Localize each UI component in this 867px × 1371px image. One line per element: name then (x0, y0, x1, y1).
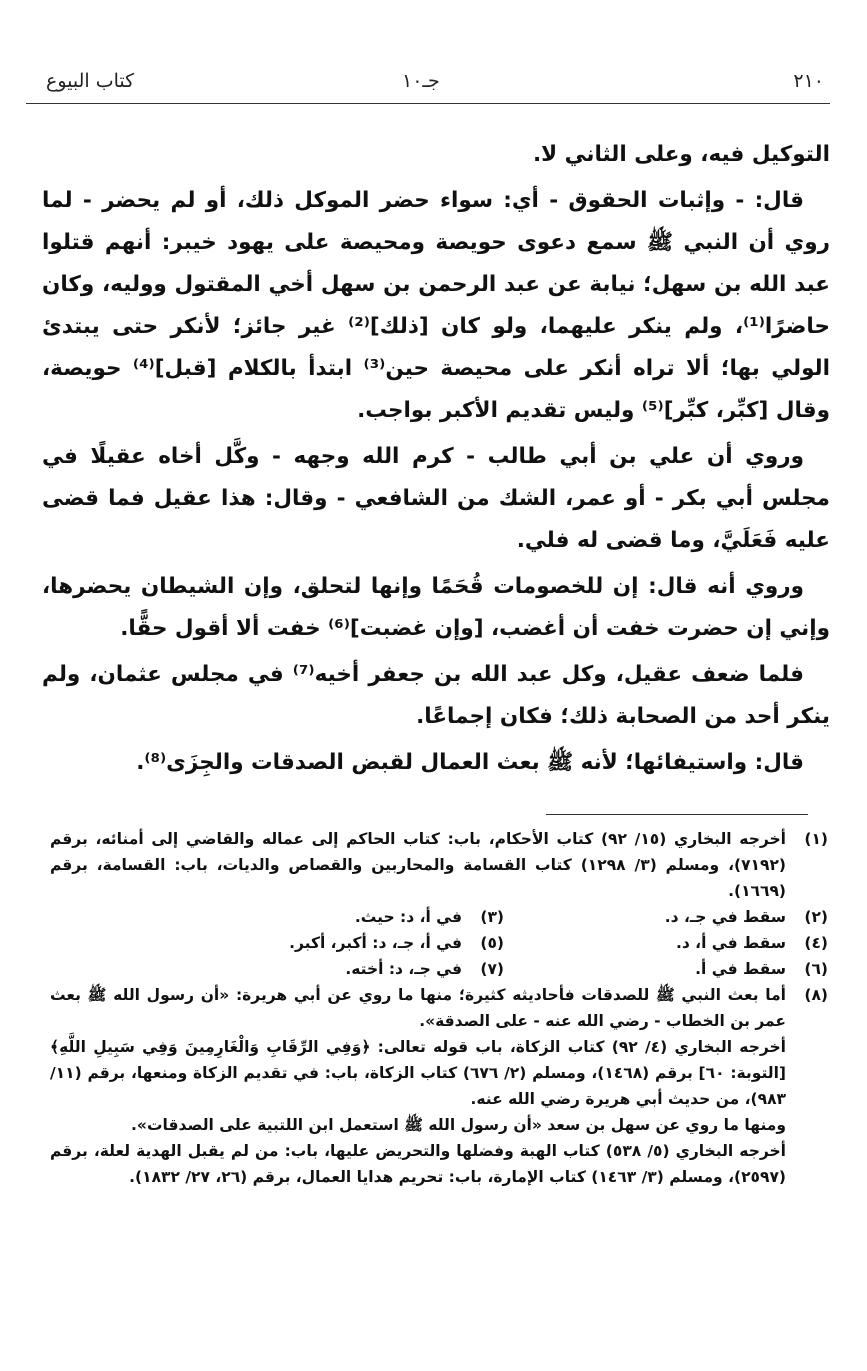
footnote-text: أخرجه البخاري (١٥/ ٩٢) كتاب الأحكام، باب: كتاب الحاكم إلى عماله والقاضي إلى أمنائه، برقم (٧١٩٢)، ومسلم (٣/ ١٢٩٨) كتاب القسامة والمحاربين والقصاص والديات، باب: القسامة، برقم (١٦٦٩). (50, 830, 786, 900)
footnote-number: (١) (804, 830, 828, 848)
footnotes (50, 826, 828, 1190)
footnote-text: سقط في أ، د. (675, 934, 786, 952)
footnote-number: (٥) (480, 934, 504, 952)
footnote-number: (٣) (480, 908, 504, 926)
paragraph: قال: - وإثبات الحقوق - أي: سواء حضر الموكل ذلك، أو لم يحضر - لما روي أن النبي ﷺ سمع دعوى حويصة ومحيصة على يهود خيبر: أنهم قتلوا عبد الله بن سهل؛ نيابة عن عبد الرحمن بن سهل أخي المقتول ووليه، وكان حاضرًا⁽¹⁾، ولم ينكر عليهما، ولو كان [ذلك]⁽²⁾ غير جائز؛ لأنكر حتى يبتدئ الولي بها؛ ألا تراه أنكر على محيصة حين⁽³⁾ ابتدأ بالكلام [قبل]⁽⁴⁾ حويصة، وقال [كبِّر، كبِّر]⁽⁵⁾ وليس تقديم الأكبر بواجب. (42, 188, 830, 423)
footnote-text: في أ، د: حيث. (354, 908, 462, 926)
volume-number: جـ١٠ (402, 70, 440, 92)
footnote-text: سقط في أ. (695, 960, 786, 978)
footnote-pair (50, 930, 828, 956)
main-text (42, 134, 830, 788)
footnote (504, 956, 828, 982)
footnote (50, 982, 828, 1190)
paragraph: وروي أن علي بن أبي طالب - كرم الله وجهه - وكَّل أخاه عقيلًا في مجلس أبي بكر - أو عمر، الشك من الشافعي - وقال: هذا عقيل فما قضى عليه فَعَلَيَّ، وما قضى له فلي. (42, 444, 830, 553)
footnote (180, 930, 504, 956)
footnote-line: أخرجه البخاري (٤/ ٩٢) كتاب الزكاة، باب قوله تعالى: ﴿وَفِي الرِّقَابِ وَالْغَارِمِينَ وَفِي سَبِيلِ اللَّهِ﴾ [التوبة: ٦٠] برقم (١٤٦٨)، ومسلم (٢/ ٦٧٦) كتاب الزكاة، باب: في تقديم الزكاة ومنعها، برقم (١١/ ٩٨٣)، من حديث أبي هريرة رضي الله عنه. (50, 1038, 787, 1108)
paragraph: وروي أنه قال: إن للخصومات قُحَمًا وإنها لتحلق، وإن الشيطان يحضرها، وإني إن حضرت خفت أن أغضب، [وإن غضبت]⁽⁶⁾ خفت ألا أقول حقًّا. (42, 574, 830, 641)
footnote (504, 930, 828, 956)
footnote-number: (٧) (480, 960, 504, 978)
page-number: ٢١٠ (793, 70, 824, 92)
paragraph: التوكيل فيه، وعلى الثاني لا. (532, 142, 830, 167)
footnote-text: في أ، جـ، د: أكبر، أكبر. (289, 934, 462, 952)
footnote-line: أخرجه البخاري (٥/ ٥٣٨) كتاب الهبة وفضلها والتحريض عليها، باب: من لم يقبل الهدية لعلة، برقم (٢٥٩٧)، ومسلم (٣/ ١٤٦٣) كتاب الإمارة، باب: تحريم هدايا العمال، برقم (٢٦، ٢٧/ ١٨٣٢). (50, 1142, 786, 1186)
footnote-pair (50, 956, 828, 982)
footnote-line: ومنها ما روي عن سهل بن سعد «أن رسول الله ﷺ استعمل ابن اللتبية على الصدقات». (131, 1116, 786, 1134)
footnote-number: (٦) (804, 960, 828, 978)
footnote-text: سقط في جـ، د. (664, 908, 786, 926)
paragraph: فلما ضعف عقيل، وكل عبد الله بن جعفر أخيه⁽⁷⁾ في مجلس عثمان، ولم ينكر أحد من الصحابة ذلك؛ فكان إجماعًا. (42, 662, 830, 729)
footnote-line: أما بعث النبي ﷺ للصدقات فأحاديثه كثيرة؛ منها ما روي عن أبي هريرة: «أن رسول الله ﷺ بعث عمر بن الخطاب - رضي الله عنه - على الصدقة». (50, 986, 786, 1030)
footnote-text: في جـ، د: أخته. (345, 960, 462, 978)
header-rule (26, 103, 830, 104)
footnote-text (50, 982, 786, 1190)
running-header (46, 62, 824, 102)
footnote-number: (٢) (804, 908, 828, 926)
footnote (180, 904, 504, 930)
paragraph: قال: واستيفائها؛ لأنه ﷺ بعث العمال لقبض الصدقات والجِزَى⁽⁸⁾. (136, 750, 804, 775)
footnote-pair (50, 904, 828, 930)
footnote (504, 904, 828, 930)
footnote-rule (546, 814, 808, 815)
footnote-number: (٨) (804, 986, 828, 1004)
footnote (180, 956, 504, 982)
book-title: كتاب البيوع (46, 70, 135, 92)
footnote-number: (٤) (804, 934, 828, 952)
footnote (50, 826, 828, 904)
